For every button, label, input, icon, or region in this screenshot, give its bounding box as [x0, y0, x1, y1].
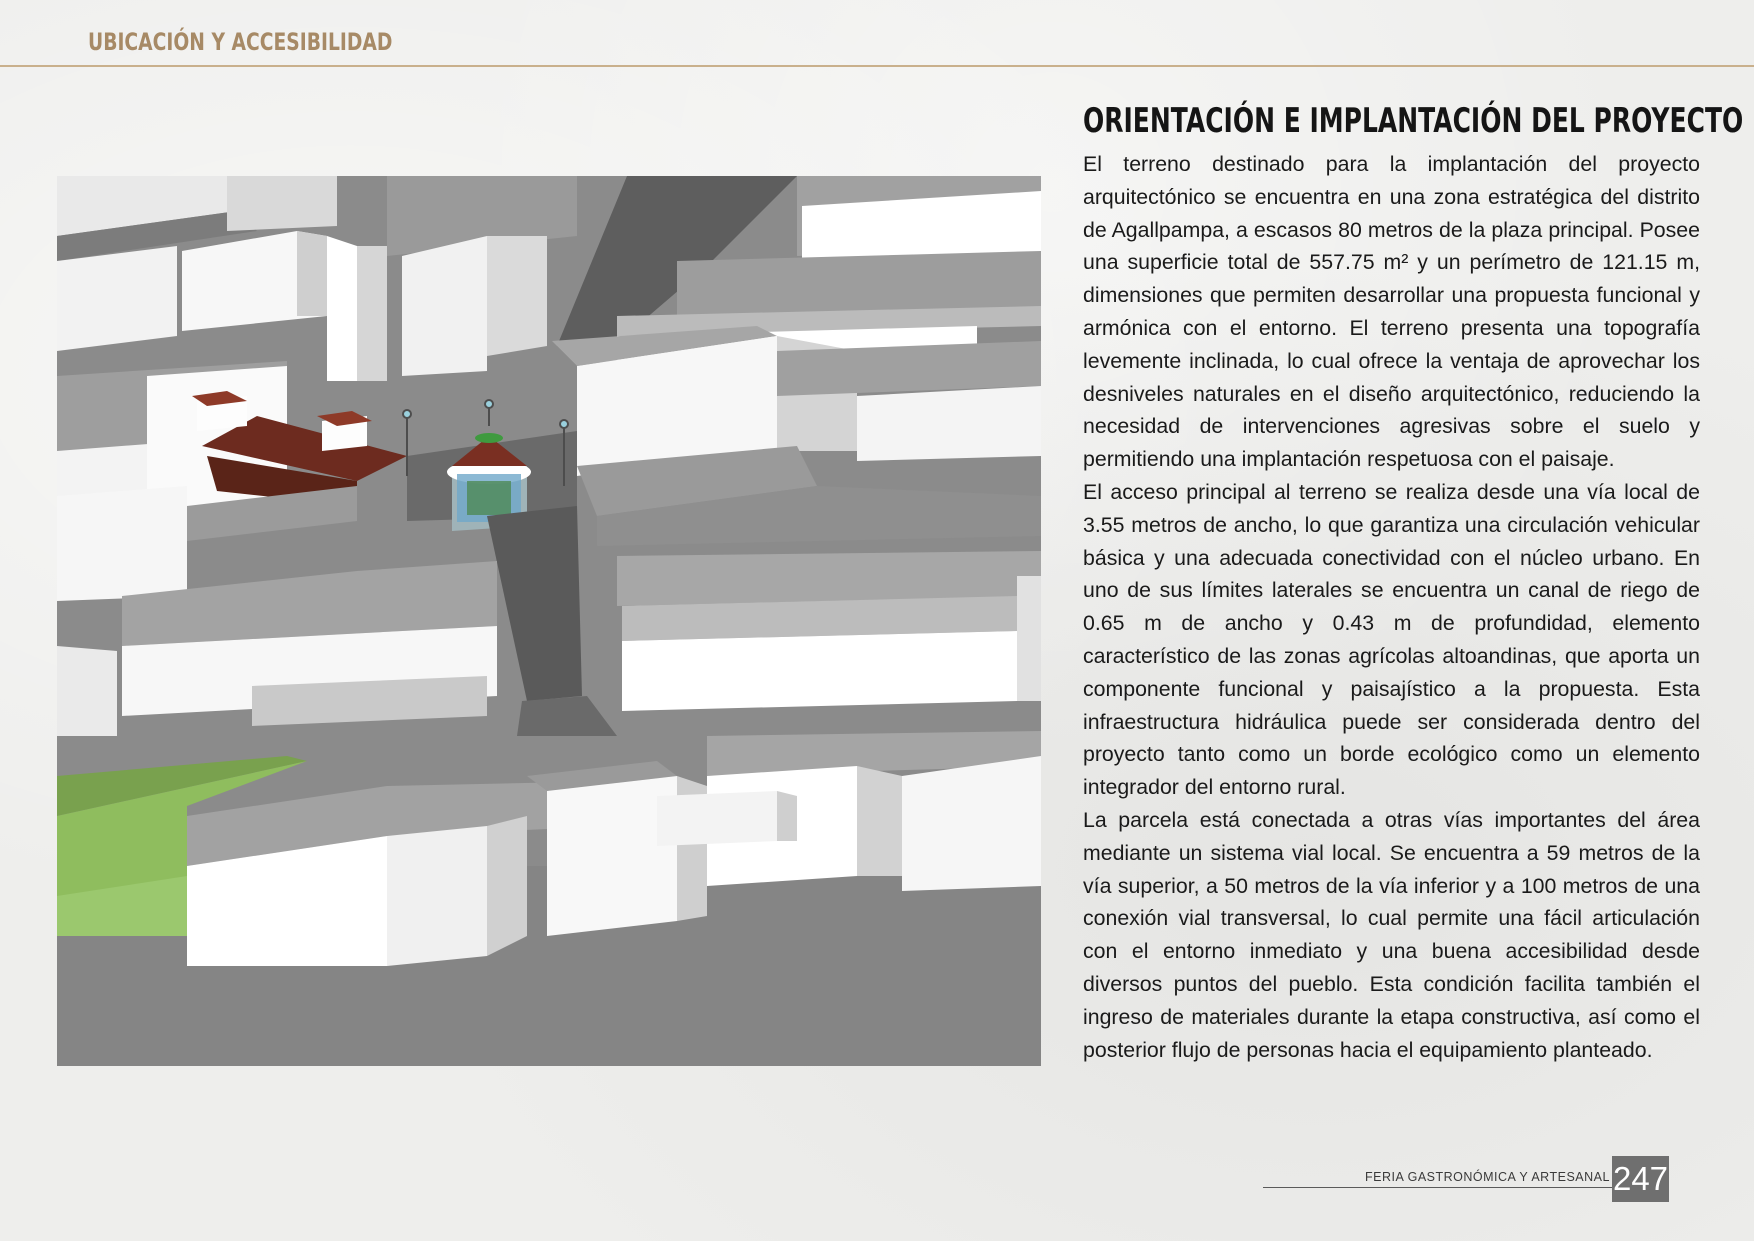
footer-rule — [1263, 1187, 1613, 1188]
paragraph: El acceso principal al terreno se realiza desde una vía local de 3.55 metros de ancho, lo que garantiza una circulación vehicular básica y una adecuada conectividad con el núcleo urbano. En uno de sus límites laterales se encuentra un canal de riego de 0.65 m de ancho y 0.43 m de profundidad, elemento característico de las zonas agrícolas altoandinas, que aporta un componente funcional y paisajístico a la propuesta. Esta infraestructura hidráulica puede ser considerada dentro del proyecto tanto como un borde ecológico como un elemento integrador del entorno rural. — [1083, 479, 1700, 800]
text-column — [1083, 100, 1744, 1066]
site-3d-render-illustration — [57, 176, 1041, 1066]
header-rule — [0, 65, 1754, 67]
section-header: UBICACIÓN Y ACCESIBILIDAD — [88, 28, 393, 56]
paragraph: El terreno destinado para la implantación del proyecto arquitectónico se encuentra en una zona estratégica del distrito de Agallpampa, a escasos 80 metros de la plaza principal. Posee una superficie total de 557.75 m² y un perímetro de 121.15 m, dimensiones que permiten desarrollar una propuesta funcional y armónica con el entorno. El terreno presenta una topografía levemente inclinada, lo cual ofrece la ventaja de aprovechar los desniveles naturales en el diseño arquitectónico, reduciendo la necesidad de intervenciones agresivas sobre el suelo y permitiendo una implantación respetuosa con el paisaje. — [1083, 152, 1700, 472]
footer-label: FERIA GASTRONÓMICA Y ARTESANAL — [1365, 1170, 1610, 1184]
page-number: 247 — [1612, 1156, 1669, 1202]
site-3d-render — [57, 176, 1041, 1066]
page-title: ORIENTACIÓN E IMPLANTACIÓN DEL PROYECTO — [1083, 101, 1744, 141]
paragraph: La parcela está conectada a otras vías importantes del área mediante un sistema vial local. Se encuentra a 59 metros de la vía superior, a 50 metros de la vía inferior y a 100 metros de una conexión vial transversal, lo cual permite una fácil articulación con el entorno inmediato y una buena accesibilidad desde diversos puntos del pueblo. Esta condición facilita también el ingreso de materiales durante la etapa constructiva, así como el posterior flujo de personas hacia el equipamiento planteado. — [1083, 807, 1700, 1062]
